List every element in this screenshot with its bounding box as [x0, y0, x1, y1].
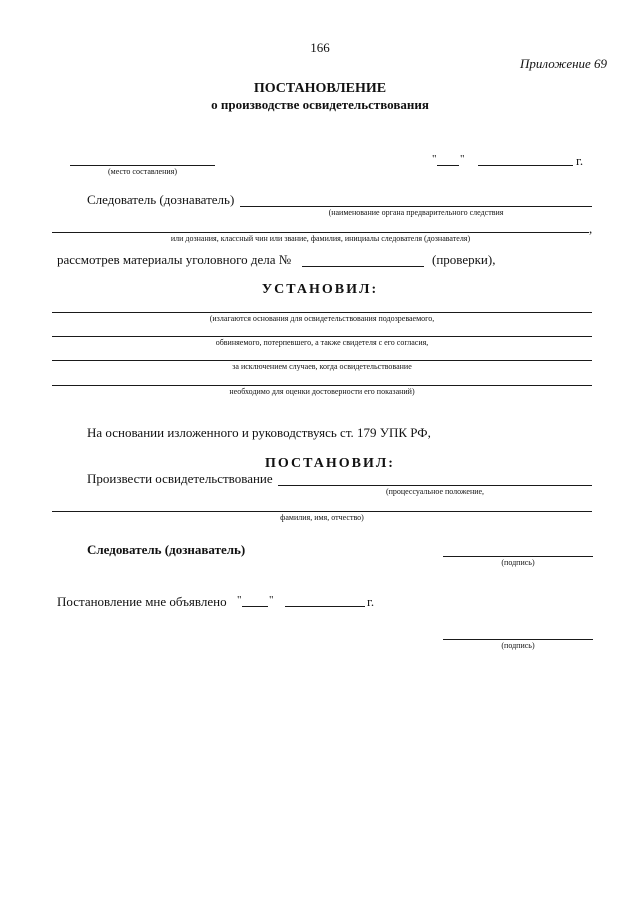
investigator-trailing-comma: ,	[589, 221, 593, 236]
case-prefix: рассмотрев материалы уголовного дела №	[57, 252, 292, 267]
announcement-signature-line[interactable]	[443, 639, 593, 640]
place-caption: (место составления)	[108, 167, 177, 176]
resolved-status-line[interactable]	[278, 485, 592, 486]
established-line-1[interactable]	[52, 312, 592, 313]
investigator-organ-line[interactable]	[240, 206, 592, 207]
established-caption-1: (излагаются основания для освидетельствования подозреваемого,	[209, 314, 435, 323]
resolved-action: Произвести освидетельствование	[87, 471, 273, 486]
document-title: ПОСТАНОВЛЕНИЕ	[253, 81, 387, 96]
case-number-line[interactable]	[302, 266, 424, 267]
announcement-year-suffix: г.	[367, 594, 375, 609]
established-caption-3: за исключением случаев, когда освидетельствование	[232, 362, 412, 371]
document-subtitle: о производстве освидетельствования	[211, 97, 429, 112]
established-line-4[interactable]	[52, 385, 592, 386]
investigator-caption-2: или дознания, классный чин или звание, фамилия, инициалы следователя (дознавателя)	[170, 234, 471, 243]
established-heading: УСТАНОВИЛ:	[261, 282, 379, 297]
established-caption-4: необходимо для оценки достоверности его показаний)	[229, 387, 415, 396]
announcement-quote-close: "	[269, 594, 274, 606]
announcement-month-year-line[interactable]	[285, 606, 365, 607]
announcement-signature-caption: (подпись)	[501, 641, 535, 650]
date-month-year-line[interactable]	[478, 165, 573, 166]
investigator-label: Следователь (дознаватель)	[87, 192, 235, 207]
established-caption-2: обвиняемого, потерпевшего, а также свидетеля с его согласия,	[215, 338, 429, 347]
resolved-heading: ПОСТАНОВИЛ:	[265, 456, 395, 471]
date-quote-open: "	[432, 153, 437, 165]
established-line-3[interactable]	[52, 360, 592, 361]
investigator-name-line[interactable]	[52, 232, 589, 233]
resolved-caption-1: (процессуальное положение,	[385, 487, 485, 496]
signature-label: Следователь (дознаватель)	[87, 542, 246, 557]
announcement-text: Постановление мне объявлено	[57, 594, 227, 609]
case-suffix: (проверки),	[432, 252, 496, 267]
date-day-line[interactable]	[437, 165, 459, 166]
page-number: 166	[310, 40, 330, 55]
signature-line[interactable]	[443, 556, 593, 557]
announcement-day-line[interactable]	[242, 606, 268, 607]
signature-caption: (подпись)	[501, 558, 535, 567]
date-year-suffix: г.	[576, 153, 584, 168]
place-field-line[interactable]	[70, 165, 215, 166]
resolved-caption-2: фамилия, имя, отчество)	[280, 513, 364, 522]
appendix-label: Приложение 69	[520, 56, 608, 71]
established-line-2[interactable]	[52, 336, 592, 337]
announcement-quote-open: "	[237, 594, 242, 606]
investigator-caption-1: (наименование органа предварительного следствия	[328, 208, 504, 217]
resolved-name-line[interactable]	[52, 511, 592, 512]
basis-text: На основании изложенного и руководствуясь ст. 179 УПК РФ,	[87, 425, 431, 440]
date-quote-close: "	[460, 153, 465, 165]
